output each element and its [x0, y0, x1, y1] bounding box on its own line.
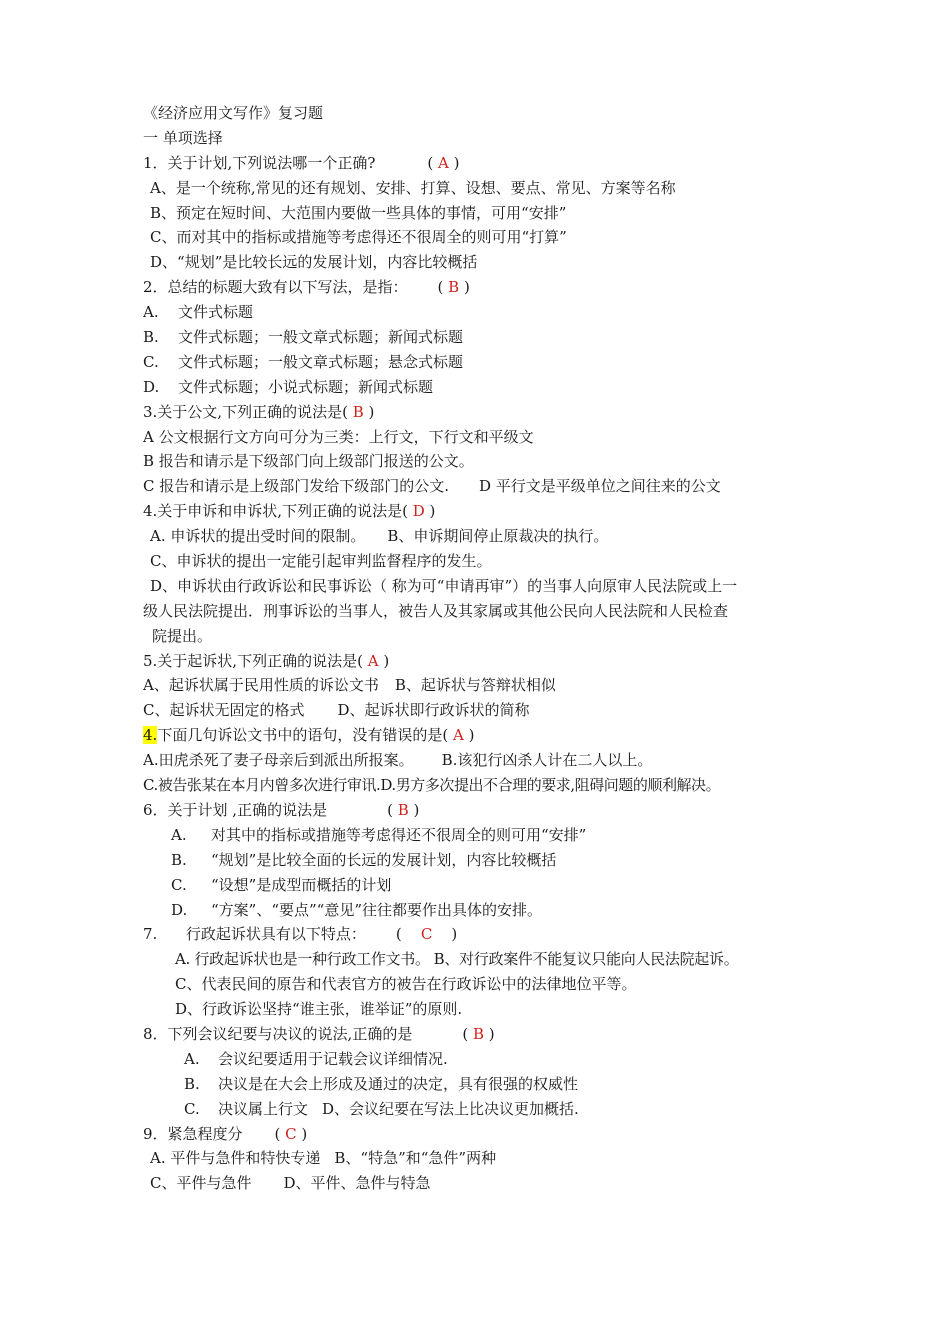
option-text: B、预定在短时间、大范围内要做一些具体的事情，可用“安排”	[150, 203, 567, 222]
option-text: B、起诉状与答辩状相似	[394, 676, 556, 695]
option-a	[143, 300, 823, 325]
option-text: C 报告和请示是上级部门发给下级部门的公文.	[143, 477, 450, 496]
option-label: A.	[184, 1049, 200, 1068]
option-d	[143, 898, 823, 923]
option-text: 对其中的指标或措施等考虑得还不很周全的则可用“安排”	[211, 825, 587, 844]
option-text: 决议是在大会上形成及通过的决定，具有很强的权威性	[218, 1074, 579, 1093]
option-text: C、而对其中的指标或措施等考虑得还不很周全的则可用“打算”	[150, 228, 567, 247]
option-d	[143, 375, 823, 400]
question-stem: 4.关于申诉和申诉状,下列正确的说法是(	[143, 502, 408, 521]
option-text: D、“规划”是比较长远的发展计划，内容比较概括	[150, 253, 478, 272]
question-stem: 9．紧急程度分	[143, 1124, 243, 1143]
answer-mark: B	[448, 278, 460, 297]
option-label: C.	[171, 875, 187, 894]
option-text: D 平行文是平级单位之间往来的公文	[479, 477, 721, 496]
option-text: “规划”是比较全面的长远的发展计划，内容比较概括	[211, 850, 557, 869]
option-a-b	[143, 1146, 823, 1171]
answer-mark: C	[285, 1124, 297, 1143]
option-text: B 报告和请示是下级部门向上级部门报送的公文。	[143, 452, 474, 471]
option-text: B.该犯行凶杀人计在二人以上。	[441, 751, 653, 770]
option-c	[143, 350, 823, 375]
option-label: A.	[143, 303, 159, 322]
section-text: 一 单项选择	[143, 128, 223, 147]
option-label: A.	[171, 825, 187, 844]
option-label: C.	[143, 352, 159, 371]
answer-mark: A	[367, 651, 379, 670]
option-text: 会议纪要适用于记载会议详细情况.	[218, 1049, 448, 1068]
option-d	[143, 997, 823, 1022]
option-text: D、平件、急件与特急	[283, 1174, 431, 1193]
question-stem: 2．总结的标题大致有以下写法，是指：	[143, 278, 408, 297]
question-1: 1．关于计划,下列说法哪一个正确? ( A )	[143, 153, 460, 172]
question-8: 8．下列会议纪要与决议的说法,正确的是 ( B )	[143, 1024, 495, 1043]
highlighted-number: 4.	[143, 726, 158, 745]
option-d-continued	[143, 599, 823, 624]
option-label: B.	[143, 328, 159, 347]
option-text: D、会议纪要在写法上比决议更加概括.	[322, 1099, 579, 1118]
title-text: 《经济应用文写作》复习题	[143, 104, 324, 122]
option-c	[143, 972, 823, 997]
option-text: A 公文根据行文方向可分为三类：上行文，下行文和平级文	[143, 427, 534, 446]
option-a-b	[143, 524, 823, 549]
question-3: 3.关于公文,下列正确的说法是( B )	[143, 402, 375, 421]
question-stem: 7. 行政起诉状具有以下特点：	[143, 925, 366, 944]
option-text: A.田虎杀死了妻子母亲后到派出所报案。	[143, 751, 414, 770]
option-b	[143, 325, 823, 350]
question-stem: 6．关于计划 ,正确的说法是	[143, 800, 328, 819]
option-text: 文件式标题	[178, 303, 254, 322]
answer-mark: D	[412, 502, 425, 521]
option-d-continued	[143, 624, 823, 649]
option-c-d	[143, 1171, 823, 1196]
option-text: 文件式标题；一般文章式标题；悬念式标题	[178, 352, 464, 371]
option-text: C.被告张某在本月内曾多次进行审讯.D.男方多次提出不合理的要求,阻碍问题的顺利解决。	[143, 776, 721, 795]
option-b	[143, 1072, 823, 1097]
option-c	[143, 549, 823, 574]
option-text: 文件式标题；小说式标题；新闻式标题	[178, 377, 434, 396]
option-text: 决议属上行文	[218, 1099, 309, 1118]
question-6: 6．关于计划 ,正确的说法是 ( B )	[143, 800, 420, 819]
answer-mark: B	[397, 800, 409, 819]
question-stem: 下面几句诉讼文书中的语句，没有错误的是(	[157, 726, 449, 745]
document-title	[143, 101, 823, 126]
option-label: B.	[184, 1074, 200, 1093]
question-5: 5.关于起诉状,下列正确的说法是( A )	[143, 651, 390, 670]
question-7: 7. 行政起诉状具有以下特点： ( C )	[143, 925, 458, 944]
option-text: 级人民法院提出．刑事诉讼的当事人，被告人及其家属或其他公民向人民法院和人民检查	[143, 601, 729, 620]
question-stem: 5.关于起诉状,下列正确的说法是(	[143, 651, 363, 670]
option-c	[143, 225, 823, 250]
question-4-repeat: 4.下面几句诉讼文书中的语句，没有错误的是( A )	[143, 726, 475, 745]
option-a	[143, 1047, 823, 1072]
option-text: C、申诉状的提出一定能引起审判监督程序的发生。	[150, 552, 492, 571]
option-c	[143, 873, 823, 898]
option-text: C、代表民间的原告和代表官方的被告在行政诉讼中的法律地位平等。	[175, 975, 637, 994]
option-text: 文件式标题；一般文章式标题；新闻式标题	[178, 328, 464, 347]
option-text: “方案”、“要点”“意见”往往都要作出具体的安排。	[211, 900, 543, 919]
question-2: 2．总结的标题大致有以下写法，是指： ( B )	[143, 278, 470, 297]
answer-mark: A	[452, 726, 464, 745]
option-d	[143, 250, 823, 275]
question-4: 4.关于申诉和申诉状,下列正确的说法是( D )	[143, 502, 436, 521]
answer-mark: A	[437, 153, 449, 172]
option-text: D、起诉状即行政诉状的简称	[337, 701, 530, 720]
option-a	[143, 425, 823, 450]
option-text: C、起诉状无固定的格式	[143, 701, 305, 720]
question-stem: 3.关于公文,下列正确的说法是(	[143, 402, 348, 421]
option-text: A. 平件与急件和特快专递	[150, 1149, 321, 1168]
answer-mark: C	[420, 925, 433, 944]
option-text: D、申诉状由行政诉讼和民事诉讼（ 称为可“申请再审”）的当事人向原审人民法院或上一	[150, 576, 738, 595]
document-body	[143, 101, 823, 1196]
option-text: “设想”是成型而概括的计划	[211, 875, 392, 894]
option-a-b	[143, 748, 823, 773]
option-text: 院提出。	[152, 626, 213, 645]
option-text: C、平件与急件	[150, 1174, 252, 1193]
question-stem: 1．关于计划,下列说法哪一个正确?	[143, 153, 376, 172]
option-text: A. 申诉状的提出受时间的限制。	[150, 527, 366, 546]
option-label: D.	[171, 900, 188, 919]
option-c-d	[143, 474, 823, 499]
option-c-d	[143, 1097, 823, 1122]
option-d	[143, 574, 823, 599]
question-stem: 8．下列会议纪要与决议的说法,正确的是	[143, 1024, 413, 1043]
option-label: C.	[184, 1099, 200, 1118]
option-text: A、是一个统称,常见的还有规划、安排、打算、设想、要点、常见、方案等名称	[150, 178, 676, 197]
option-label: D.	[143, 377, 160, 396]
question-9: 9．紧急程度分 ( C )	[143, 1124, 308, 1143]
option-text: B、对行政案件不能复议只能向人民法院起诉。	[433, 950, 739, 969]
option-a-b	[143, 673, 823, 698]
option-a-b	[143, 947, 823, 972]
option-a	[143, 823, 823, 848]
option-text: D、行政诉讼坚持“谁主张，谁举证”的原则.	[175, 1000, 463, 1019]
option-label: B.	[171, 850, 187, 869]
option-text: A、起诉状属于民用性质的诉讼文书	[143, 676, 379, 695]
option-text: A. 行政起诉状也是一种行政工作文书。	[175, 950, 430, 969]
option-b	[143, 449, 823, 474]
option-text: B、申诉期间停止原裁决的执行。	[387, 527, 609, 546]
option-text: B、“特急”和“急件”两种	[334, 1149, 497, 1168]
option-b	[143, 201, 823, 226]
option-c-d	[143, 773, 823, 798]
option-a	[143, 176, 823, 201]
option-c-d	[143, 698, 823, 723]
answer-mark: B	[472, 1024, 484, 1043]
answer-mark: B	[352, 402, 364, 421]
section-heading	[143, 126, 823, 151]
option-b	[143, 848, 823, 873]
